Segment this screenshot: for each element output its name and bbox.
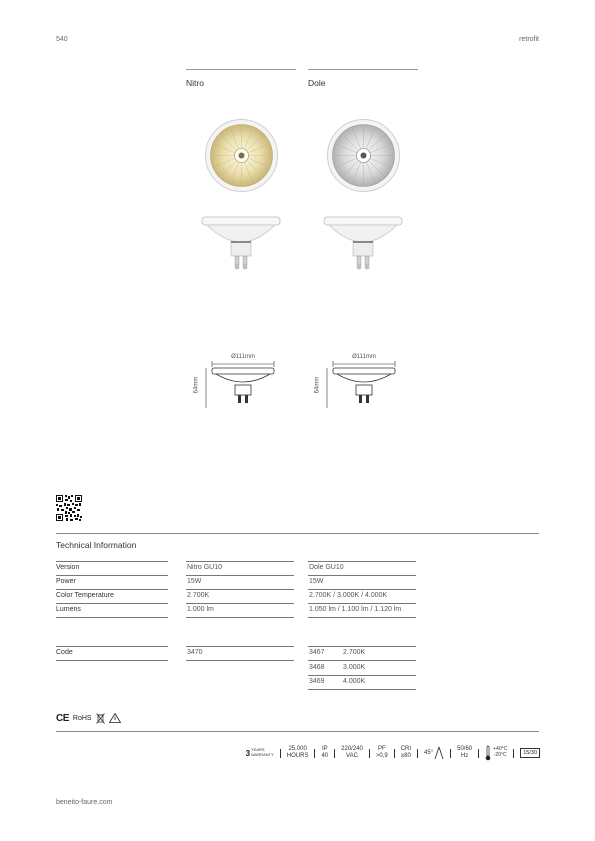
warranty-text <box>251 748 274 757</box>
spec-separator <box>369 749 370 758</box>
nitro-version: Nitro GU10 <box>187 564 223 571</box>
cri-label: CRI <box>400 746 412 753</box>
beam-angle-icon <box>434 746 444 760</box>
nitro-front-image <box>204 118 279 193</box>
warranty-word: WARRANTY <box>251 752 274 757</box>
spec-separator <box>394 749 395 758</box>
dole-dimension-lines <box>319 352 409 412</box>
temperature-spec <box>485 745 507 761</box>
dole-rule <box>308 575 416 576</box>
box-quantity-badge <box>520 748 540 758</box>
ip-value: 40 <box>321 753 329 759</box>
spec-separator <box>334 749 335 758</box>
dole-code: 3469 <box>309 678 325 685</box>
dole-lumens: 1.050 lm / 1.100 lm / 1.120 lm <box>309 606 402 613</box>
ip-label: IP <box>321 746 328 753</box>
spec-separator <box>280 749 281 758</box>
nitro-rule <box>186 617 294 618</box>
dole-front-image <box>326 118 401 193</box>
qr-code[interactable] <box>56 495 82 521</box>
dole-side-image <box>323 215 403 273</box>
thermometer-icon <box>485 745 491 761</box>
dole-rule <box>308 617 416 618</box>
ip-spec <box>321 746 328 760</box>
voltage-spec <box>341 746 363 760</box>
product-name-dole: Dole <box>308 78 326 88</box>
certification-marks <box>56 712 121 724</box>
dole-rule <box>308 689 416 690</box>
label-lumens: Lumens <box>56 606 81 613</box>
weee-bin-icon <box>96 713 105 724</box>
pf-value: >0,9 <box>375 753 388 759</box>
dole-rule <box>308 660 416 661</box>
nitro-code: 3470 <box>187 649 203 656</box>
nitro-rule <box>186 646 294 647</box>
dole-rule <box>308 603 416 604</box>
freq-label: Hz <box>460 753 469 759</box>
label-rule <box>56 617 168 618</box>
dole-code: 3468 <box>309 664 325 671</box>
spec-separator <box>478 749 479 758</box>
dole-version: Dole GU10 <box>309 564 344 571</box>
dole-height-label: 64mm <box>314 376 321 394</box>
nitro-rule <box>186 575 294 576</box>
label-power: Power <box>56 578 76 585</box>
beam-value: 45° <box>424 749 434 756</box>
label-rule <box>56 603 168 604</box>
warranty-badge <box>246 748 274 757</box>
dole-rule <box>308 589 416 590</box>
label-rule <box>56 561 168 562</box>
beam-angle-spec <box>424 746 444 760</box>
dole-rule <box>308 675 416 676</box>
product-rule-dole <box>308 69 418 70</box>
freq-value: 50/60 <box>457 746 473 753</box>
spec-separator <box>450 749 451 758</box>
nitro-diameter-label: Ø111mm <box>231 354 255 360</box>
product-rule-nitro <box>186 69 296 70</box>
dole-diameter-label: Ø111mm <box>352 354 376 360</box>
nitro-dimension-lines <box>198 352 288 412</box>
nitro-rule <box>186 660 294 661</box>
label-rule <box>56 589 168 590</box>
nitro-power: 15W <box>187 578 202 585</box>
warranty-years: YEARS <box>251 747 265 753</box>
section-title: retrofit <box>519 36 539 43</box>
temp-min: -20°C <box>493 752 507 758</box>
voltage-value: 220/240 <box>341 746 363 753</box>
hours-label: HOURS <box>286 753 309 759</box>
nitro-rule <box>186 589 294 590</box>
label-color-temperature: Color Temperature <box>56 592 114 599</box>
dole-code-temp: 2.700K <box>343 649 366 656</box>
temperature-range <box>493 747 507 759</box>
rohs-mark: RoHS <box>72 714 92 722</box>
technical-title: Technical Information <box>56 540 137 550</box>
nitro-lumens: 1.000 lm <box>187 606 214 613</box>
nitro-dimension-drawing <box>193 352 288 412</box>
nitro-height-label: 64mm <box>193 376 200 394</box>
label-rule <box>56 646 168 647</box>
dole-rule <box>308 646 416 647</box>
page-number: 540 <box>56 36 68 43</box>
nitro-color-temperature: 2.700K <box>187 592 210 599</box>
dole-power: 15W <box>309 578 324 585</box>
label-rule <box>56 660 168 661</box>
hours-spec <box>287 746 309 760</box>
box-quantity: 15/30 <box>523 750 537 756</box>
spec-separator <box>513 749 514 758</box>
ce-mark: CE <box>56 712 69 724</box>
dole-color-temperature: 2.700K / 3.000K / 4.000K <box>309 592 388 599</box>
website-link[interactable]: beneito-faure.com <box>56 799 113 806</box>
nitro-rule <box>186 561 294 562</box>
nitro-side-image <box>201 215 281 273</box>
dole-rule <box>308 561 416 562</box>
pf-label: PF <box>377 746 386 753</box>
spec-separator <box>314 749 315 758</box>
product-name-nitro: Nitro <box>186 78 204 88</box>
warning-triangle-icon <box>109 713 121 723</box>
temp-max: +40°C <box>493 746 508 753</box>
specs-top-rule <box>56 731 539 732</box>
cri-spec <box>401 746 411 760</box>
specs-bar <box>244 741 540 765</box>
label-code: Code <box>56 649 73 656</box>
spec-separator <box>417 749 418 758</box>
warranty-number: 3 <box>245 748 251 758</box>
cri-value: ≥80 <box>400 753 411 759</box>
dole-code-temp: 4.000K <box>343 678 366 685</box>
technical-top-rule <box>56 533 539 534</box>
voltage-label: VAC <box>346 753 358 759</box>
pf-spec <box>376 746 388 760</box>
label-rule <box>56 575 168 576</box>
hours-value: 25.000 <box>288 746 307 753</box>
nitro-rule <box>186 603 294 604</box>
dole-dimension-drawing <box>314 352 409 412</box>
dole-code-temp: 3.000K <box>343 664 366 671</box>
label-version: Version <box>56 564 80 571</box>
dole-code: 3467 <box>309 649 325 656</box>
frequency-spec <box>457 746 472 760</box>
